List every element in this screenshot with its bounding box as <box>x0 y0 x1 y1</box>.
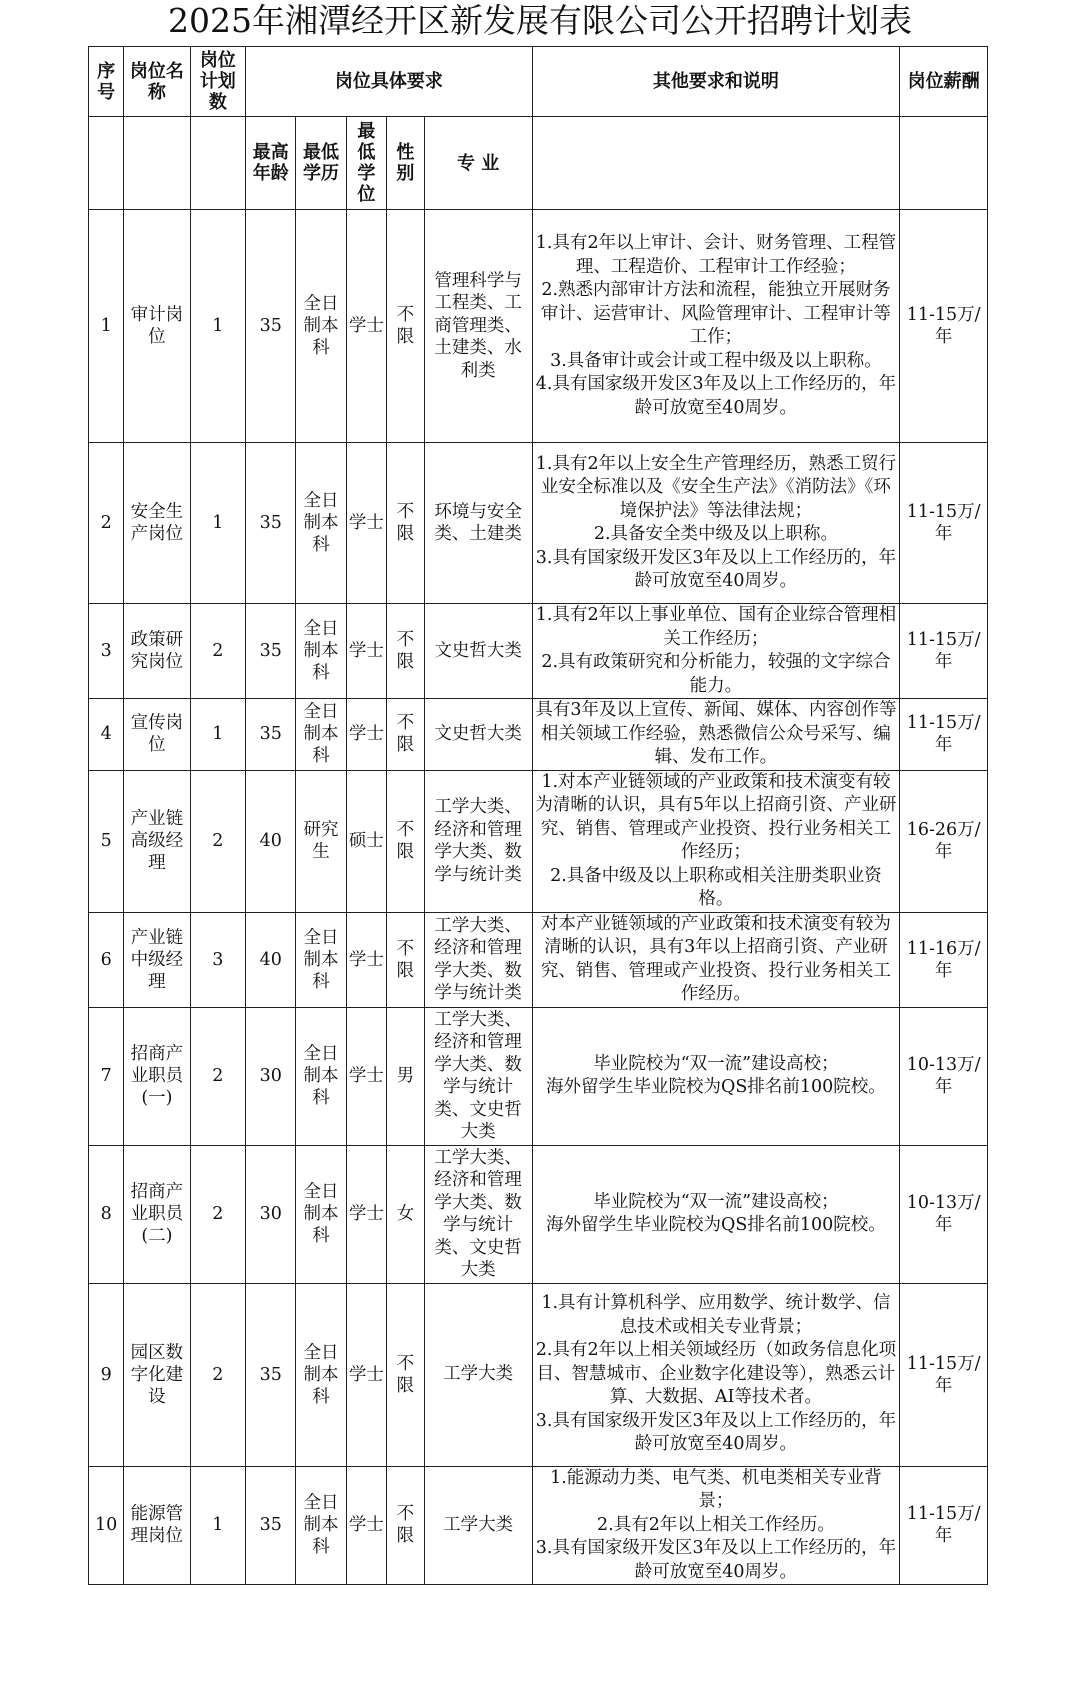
cell-no: 7 <box>89 1007 124 1145</box>
header-major: 专 业 <box>424 117 532 210</box>
cell-salary: 11-15万/年 <box>900 1466 988 1585</box>
cell-salary: 11-16万/年 <box>900 912 988 1007</box>
page-title: 2025年湘潭经开区新发展有限公司公开招聘计划表 <box>168 1 912 40</box>
cell-gender: 不限 <box>387 210 424 443</box>
cell-min-edu: 全日制本科 <box>296 1466 346 1585</box>
cell-other-requirements <box>532 1007 900 1145</box>
cell-position: 产业链中级经理 <box>124 912 190 1007</box>
cell-no: 1 <box>89 210 124 443</box>
cell-major: 管理科学与工程类、工商管理类、土建类、水利类 <box>424 210 532 443</box>
cell-gender: 不限 <box>387 1283 424 1466</box>
requirement-line: 3.具有国家级开发区3年及以上工作经历的，年龄可放宽至40周岁。 <box>535 547 897 591</box>
cell-gender: 不限 <box>387 770 424 912</box>
cell-gender: 男 <box>387 1007 424 1145</box>
cell-min-edu: 全日制本科 <box>296 604 346 699</box>
cell-major: 文史哲大类 <box>424 604 532 699</box>
cell-position: 审计岗位 <box>124 210 190 443</box>
header-no: 序号 <box>89 47 124 117</box>
cell-major: 环境与安全类、土建类 <box>424 443 532 604</box>
cell-no: 6 <box>89 912 124 1007</box>
cell-min-edu: 全日制本科 <box>296 1283 346 1466</box>
table-row <box>89 443 988 604</box>
cell-quota: 2 <box>190 1007 246 1145</box>
cell-no: 3 <box>89 604 124 699</box>
cell-max-age: 35 <box>246 1466 296 1585</box>
cell-salary: 11-15万/年 <box>900 699 988 771</box>
cell-other-requirements <box>532 1145 900 1283</box>
cell-position: 招商产业职员(二) <box>124 1145 190 1283</box>
cell-quota: 1 <box>190 1466 246 1585</box>
cell-salary: 11-15万/年 <box>900 210 988 443</box>
cell-max-age: 40 <box>246 912 296 1007</box>
table-body <box>89 210 988 1585</box>
requirement-line: 1.具有2年以上审计、会计、财务管理、工程管理、工程造价、工程审计工作经验； <box>535 233 897 277</box>
requirement-line: 1.能源动力类、电气类、机电类相关专业背景； <box>550 1467 882 1511</box>
cell-gender: 不限 <box>387 1466 424 1585</box>
requirement-line: 对本产业链领域的产业政策和技术演变有较为清晰的认识，具有3年以上招商引资、产业研究、销售、管理或产业投资、投行业务相关工作经历。 <box>540 913 891 1004</box>
recruitment-table <box>88 46 988 1585</box>
cell-gender: 不限 <box>387 699 424 771</box>
cell-other-requirements <box>532 210 900 443</box>
cell-min-edu: 全日制本科 <box>296 443 346 604</box>
cell-major: 工学大类 <box>424 1466 532 1585</box>
requirement-line: 4.具有国家级开发区3年及以上工作经历的，年龄可放宽至40周岁。 <box>535 374 897 418</box>
cell-min-edu: 全日制本科 <box>296 1145 346 1283</box>
requirement-line: 2.熟悉内部审计方法和流程，能独立开展财务审计、运营审计、风险管理审计、工程审计等工作； <box>540 280 891 347</box>
cell-position: 安全生产岗位 <box>124 443 190 604</box>
cell-quota: 2 <box>190 770 246 912</box>
cell-min-degree: 学士 <box>346 912 387 1007</box>
header-salary: 岗位薪酬 <box>900 47 988 117</box>
cell-other-requirements <box>532 1466 900 1585</box>
requirement-line: 1.具有2年以上安全生产管理经历，熟悉工贸行业安全标准以及《安全生产法》《消防法》《环境保护法》等法律法规； <box>535 453 897 521</box>
cell-salary: 16-26万/年 <box>900 770 988 912</box>
requirement-line: 海外留学生毕业院校为QS排名前100院校。 <box>546 1215 886 1235</box>
cell-major: 文史哲大类 <box>424 699 532 771</box>
cell-max-age: 30 <box>246 1145 296 1283</box>
table-row <box>89 1145 988 1283</box>
table-row <box>89 770 988 912</box>
cell-no: 8 <box>89 1145 124 1283</box>
header-min-degree: 最低学位 <box>346 117 387 210</box>
requirement-line: 3.具有国家级开发区3年及以上工作经历的，年龄可放宽至40周岁。 <box>535 1410 897 1455</box>
cell-other-requirements <box>532 912 900 1007</box>
cell-gender: 不限 <box>387 912 424 1007</box>
requirement-line: 1.具有2年以上事业单位、国有企业综合管理相关工作经历； <box>535 605 897 649</box>
cell-max-age: 30 <box>246 1007 296 1145</box>
cell-no: 5 <box>89 770 124 912</box>
cell-min-degree: 学士 <box>346 1145 387 1283</box>
cell-gender: 不限 <box>387 604 424 699</box>
table-row <box>89 210 988 443</box>
table-row <box>89 699 988 771</box>
header-other: 其他要求和说明 <box>532 47 900 117</box>
requirement-line: 1.对本产业链领域的产业政策和技术演变有较为清晰的认识，具有5年以上招商引资、产业研究、销售、管理或产业投资、投行业务相关工作经历； <box>535 771 897 862</box>
table-row <box>89 1007 988 1145</box>
cell-min-edu: 全日制本科 <box>296 210 346 443</box>
cell-min-degree: 学士 <box>346 443 387 604</box>
cell-gender: 不限 <box>387 443 424 604</box>
cell-other-requirements <box>532 770 900 912</box>
cell-position: 招商产业职员(一) <box>124 1007 190 1145</box>
table-row <box>89 1466 988 1585</box>
cell-major: 工学大类、经济和管理学大类、数学与统计类、文史哲大类 <box>424 1145 532 1283</box>
cell-min-edu: 全日制本科 <box>296 1007 346 1145</box>
cell-min-degree: 学士 <box>346 699 387 771</box>
requirement-line: 3.具有国家级开发区3年及以上工作经历的，年龄可放宽至40周岁。 <box>535 1538 897 1582</box>
table-row <box>89 1283 988 1466</box>
cell-min-edu: 全日制本科 <box>296 699 346 771</box>
header-row-sub <box>89 117 988 210</box>
cell-max-age: 35 <box>246 699 296 771</box>
cell-salary: 11-15万/年 <box>900 443 988 604</box>
cell-quota: 2 <box>190 1145 246 1283</box>
cell-max-age: 35 <box>246 604 296 699</box>
header-quota: 岗位计划数 <box>190 47 246 117</box>
requirement-line: 2.具备安全类中级及以上职称。 <box>593 524 839 544</box>
requirement-line: 2.具有政策研究和分析能力，较强的文字综合能力。 <box>541 652 891 696</box>
cell-gender: 女 <box>387 1145 424 1283</box>
requirement-line: 1.具有计算机科学、应用数学、统计数学、信息技术或相关专业背景； <box>541 1293 891 1337</box>
cell-max-age: 40 <box>246 770 296 912</box>
cell-max-age: 35 <box>246 210 296 443</box>
requirement-line: 2.具有2年以上相关领域经历（如政务信息化项目、智慧城市、企业数字化建设等），熟悉云计算、大数据、AI等技术者。 <box>535 1340 897 1408</box>
header-position: 岗位名称 <box>124 47 190 117</box>
requirement-line: 具有3年及以上宣传、新闻、媒体、内容创作等相关领域工作经验，熟悉微信公众号采写、编辑、发布工作。 <box>535 700 897 767</box>
requirement-line: 2.具备中级及以上职称或相关注册类职业资格。 <box>550 865 882 909</box>
cell-major: 工学大类 <box>424 1283 532 1466</box>
table-row <box>89 912 988 1007</box>
cell-min-degree: 学士 <box>346 210 387 443</box>
cell-quota: 3 <box>190 912 246 1007</box>
cell-min-edu: 研究生 <box>296 770 346 912</box>
requirement-line: 3.具备审计或会计或工程中级及以上职称。 <box>550 350 882 371</box>
cell-max-age: 35 <box>246 1283 296 1466</box>
cell-no: 4 <box>89 699 124 771</box>
cell-other-requirements <box>532 443 900 604</box>
requirement-line: 海外留学生毕业院校为QS排名前100院校。 <box>546 1077 886 1097</box>
cell-min-degree: 学士 <box>346 1007 387 1145</box>
cell-no: 2 <box>89 443 124 604</box>
cell-position: 园区数字化建设 <box>124 1283 190 1466</box>
requirement-line: 毕业院校为“双一流”建设高校； <box>593 1191 839 1212</box>
cell-quota: 2 <box>190 604 246 699</box>
cell-max-age: 35 <box>246 443 296 604</box>
cell-position: 政策研究岗位 <box>124 604 190 699</box>
cell-quota: 1 <box>190 210 246 443</box>
cell-no: 9 <box>89 1283 124 1466</box>
cell-position: 产业链高级经理 <box>124 770 190 912</box>
cell-quota: 2 <box>190 1283 246 1466</box>
cell-quota: 1 <box>190 443 246 604</box>
header-max-age: 最高年龄 <box>246 117 296 210</box>
cell-position: 宣传岗位 <box>124 699 190 771</box>
cell-no: 10 <box>89 1466 124 1585</box>
cell-min-degree: 学士 <box>346 1466 387 1585</box>
cell-salary: 11-15万/年 <box>900 1283 988 1466</box>
header-gender: 性别 <box>387 117 424 210</box>
cell-min-edu: 全日制本科 <box>296 912 346 1007</box>
cell-salary: 11-15万/年 <box>900 604 988 699</box>
cell-min-degree: 学士 <box>346 1283 387 1466</box>
cell-quota: 1 <box>190 699 246 771</box>
header-requirements: 岗位具体要求 <box>246 47 532 117</box>
table-row <box>89 604 988 699</box>
header-row-top <box>89 47 988 117</box>
cell-major: 工学大类、经济和管理学大类、数学与统计类 <box>424 770 532 912</box>
cell-other-requirements <box>532 1283 900 1466</box>
cell-other-requirements <box>532 604 900 699</box>
cell-min-degree: 硕士 <box>346 770 387 912</box>
cell-major: 工学大类、经济和管理学大类、数学与统计类 <box>424 912 532 1007</box>
requirement-line: 毕业院校为“双一流”建设高校； <box>593 1053 839 1074</box>
requirement-line: 2.具有2年以上相关工作经历。 <box>597 1514 835 1535</box>
cell-min-degree: 学士 <box>346 604 387 699</box>
cell-position: 能源管理岗位 <box>124 1466 190 1585</box>
cell-salary: 10-13万/年 <box>900 1145 988 1283</box>
cell-salary: 10-13万/年 <box>900 1007 988 1145</box>
header-min-edu: 最低学历 <box>296 117 346 210</box>
cell-other-requirements <box>532 699 900 771</box>
cell-major: 工学大类、经济和管理学大类、数学与统计类、文史哲大类 <box>424 1007 532 1145</box>
